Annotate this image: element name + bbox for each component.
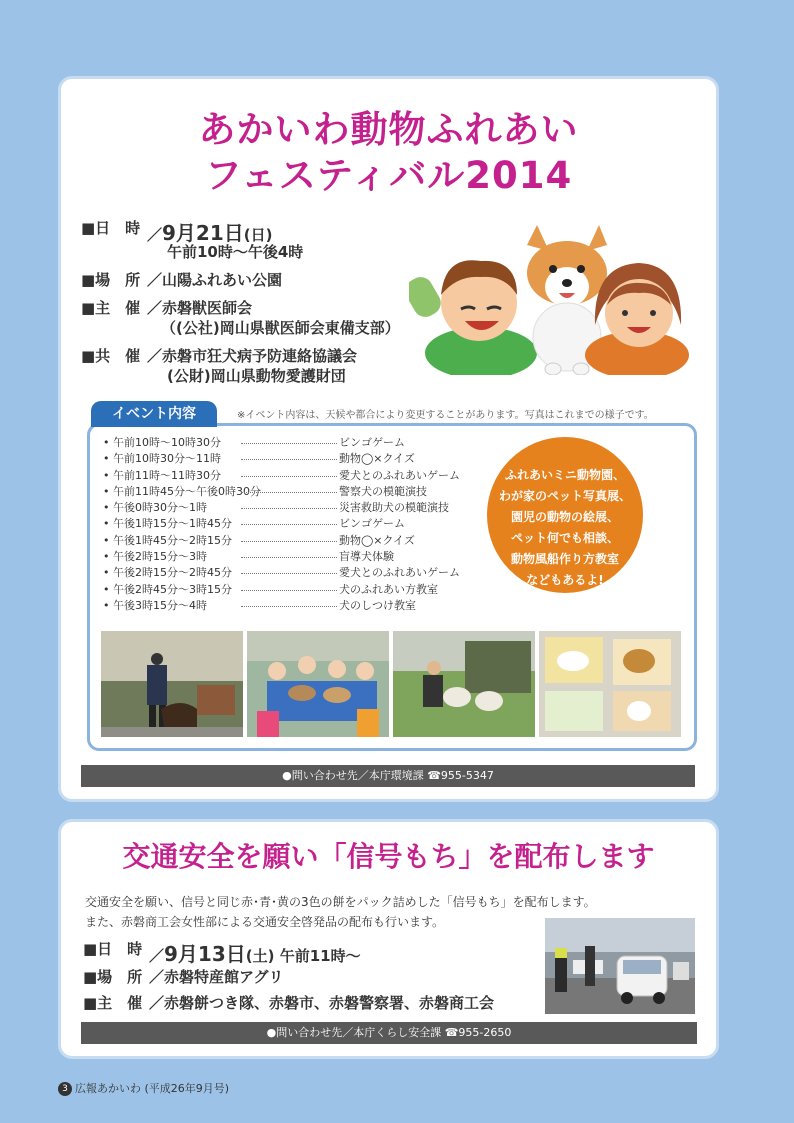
schedule-item (103, 435, 483, 451)
leader-dots (241, 443, 337, 444)
festival-info (81, 217, 421, 385)
festival-time: 午前10時〜午後4時 (167, 243, 304, 261)
schedule-activity: ビンゴゲーム (339, 436, 405, 449)
leader-dots (241, 492, 337, 493)
signal-date-weekday: (土) (245, 947, 275, 965)
schedule-activity: 動物◯×クイズ (339, 452, 415, 466)
schedule-activity: ビンゴゲーム (339, 517, 405, 531)
circle-line: ふれあいミニ動物園、 (504, 468, 625, 482)
signal-desc-line1: 交通安全を願い、信号と同じ赤･青･黄の3色の餅をパック詰めした「信号もち」を配布します。 (85, 895, 596, 909)
schedule-activity: 災害救助犬の模範演技 (339, 501, 449, 515)
leader-dots (241, 476, 337, 477)
schedule-bullet: • (103, 582, 110, 596)
signal-title: 交通安全を願い「信号もち」を配布します (122, 840, 655, 873)
kids-animals-photo (247, 631, 389, 737)
circle-line: ペット何でも相談、 (510, 531, 619, 545)
host-value1: ／赤磐獣医師会 (147, 299, 253, 317)
schedule-time: 午前10時〜10時30分 (113, 436, 221, 449)
cohost-value2: (公財)岡山県動物愛護財団 (167, 367, 346, 385)
leader-dots (241, 573, 337, 574)
traffic-safety-photo (545, 918, 695, 1014)
schedule-time: 午後0時30分〜1時 (113, 501, 207, 515)
page-number: 3 (58, 1082, 72, 1096)
schedule-bullet: • (103, 501, 110, 515)
leader-dots (241, 508, 337, 509)
signal-date-key: ■日 時 (83, 940, 143, 958)
schedule-bullet: • (103, 452, 110, 466)
signal-desc-line2: また、赤磐商工会女性部による交通安全啓発品の配布も行います。 (85, 915, 445, 929)
police-dog-photo (101, 631, 243, 737)
schedule-item (103, 598, 483, 614)
schedule-time: 午後2時45分〜3時15分 (113, 582, 232, 596)
festival-card (58, 76, 719, 802)
page-footer (58, 1080, 229, 1096)
signal-place-key: ■場 所 (83, 968, 143, 986)
schedule-time: 午後2時15分〜3時 (113, 550, 207, 564)
circle-line: 動物風船作り方教室 (510, 552, 619, 566)
date-key: ■日 時 (81, 219, 141, 237)
schedule-item (103, 516, 483, 532)
place-key: ■場 所 (81, 271, 141, 289)
schedule-item (103, 484, 483, 500)
schedule-item (103, 565, 483, 581)
circle-line: わが家のペット写真展、 (498, 489, 631, 503)
signal-info (83, 938, 543, 1018)
signal-place-value: ／赤磐特産館アグリ (149, 968, 284, 986)
schedule-time: 午後1時15分〜1時45分 (113, 517, 232, 531)
festival-title-line1: あかいわ動物ふれあい (198, 108, 579, 151)
schedule-activity: 動物◯×クイズ (339, 533, 415, 547)
host-value2: （(公社)岡山県獣医師会東備支部） (161, 319, 400, 337)
festival-title-line2: フェスティバル2014 (204, 154, 573, 197)
schedule-time: 午後3時15分〜4時 (113, 598, 207, 612)
event-tab: イベント内容 (91, 401, 217, 427)
schedule-bullet: • (103, 598, 110, 612)
cohost-key: ■共 催 (81, 347, 141, 365)
schedule-item (103, 533, 483, 549)
circle-line: 園児の動物の絵展、 (510, 510, 619, 524)
leader-dots (241, 557, 337, 558)
schedule-bullet: • (103, 517, 110, 531)
signal-card (58, 819, 719, 1059)
schedule-item (103, 500, 483, 516)
signal-host-key: ■主 催 (83, 994, 143, 1012)
schedule-bullet: • (103, 550, 110, 564)
schedule-bullet: • (103, 436, 110, 449)
leader-dots (241, 524, 337, 525)
schedule-activity: 盲導犬体験 (339, 550, 394, 564)
schedule-time: 午前10時30分〜11時 (113, 452, 221, 466)
circle-line: などもあるよ! (526, 573, 604, 587)
signal-description (85, 892, 596, 932)
schedule-bullet: • (103, 468, 110, 482)
schedule-activity: 愛犬とのふれあいゲーム (339, 566, 460, 580)
date-month-day: 9月21日 (162, 221, 244, 245)
leader-dots (241, 590, 337, 591)
schedule-item (103, 468, 483, 484)
schedule-bullet: • (103, 484, 110, 498)
sheep-photo (393, 631, 535, 737)
signal-contact: ●問い合わせ先／本庁くらし安全課 ☎955-2650 (81, 1022, 697, 1044)
footer-text: 広報あかいわ (平成26年9月号) (75, 1082, 230, 1095)
drawings-photo (539, 631, 681, 737)
schedule-bullet: • (103, 533, 110, 547)
signal-date-sep: ／ (149, 947, 165, 965)
leader-dots (241, 541, 337, 542)
kids-and-dog-illustration (409, 225, 689, 375)
boy-hand-glove (409, 273, 445, 322)
schedule-bullet: • (103, 566, 110, 580)
festival-contact: ●問い合わせ先／本庁環境課 ☎955-5347 (81, 765, 695, 787)
schedule-activity: 警察犬の模範演技 (339, 484, 427, 498)
schedule-activity: 愛犬とのふれあいゲーム (339, 468, 460, 482)
schedule-time: 午後2時15分〜2時45分 (113, 566, 232, 580)
cohost-value1: ／赤磐市狂犬病予防連絡協議会 (147, 347, 358, 365)
leader-dots (241, 459, 337, 460)
schedule-activity: 犬のふれあい方教室 (339, 582, 438, 596)
host-key: ■主 催 (81, 299, 141, 317)
place-value: ／山陽ふれあい公園 (147, 271, 283, 289)
date-weekday: (日) (243, 226, 273, 244)
leader-dots (241, 606, 337, 607)
schedule-item (103, 582, 483, 598)
signal-date-month-day: 9月13日 (164, 942, 246, 966)
event-schedule (103, 435, 483, 614)
schedule-item (103, 549, 483, 565)
schedule-item (103, 451, 483, 467)
signal-date-value (149, 938, 361, 967)
highlights-circle (487, 437, 643, 593)
festival-title (61, 107, 716, 199)
signal-date-time: 午前11時〜 (279, 947, 361, 965)
schedule-time: 午前11時45分〜午後0時30分 (113, 484, 261, 498)
schedule-time: 午後1時45分〜2時15分 (113, 533, 232, 547)
schedule-activity: 犬のしつけ教室 (339, 598, 416, 612)
event-note: ※イベント内容は、天候や都合により変更することがあります。写真はこれまでの様子です。 (237, 410, 654, 421)
date-sep: ／ (147, 226, 163, 244)
signal-host-value: ／赤磐餅つき隊、赤磐市、赤磐警察署、赤磐商工会 (149, 994, 495, 1012)
schedule-time: 午前11時〜11時30分 (113, 468, 221, 482)
